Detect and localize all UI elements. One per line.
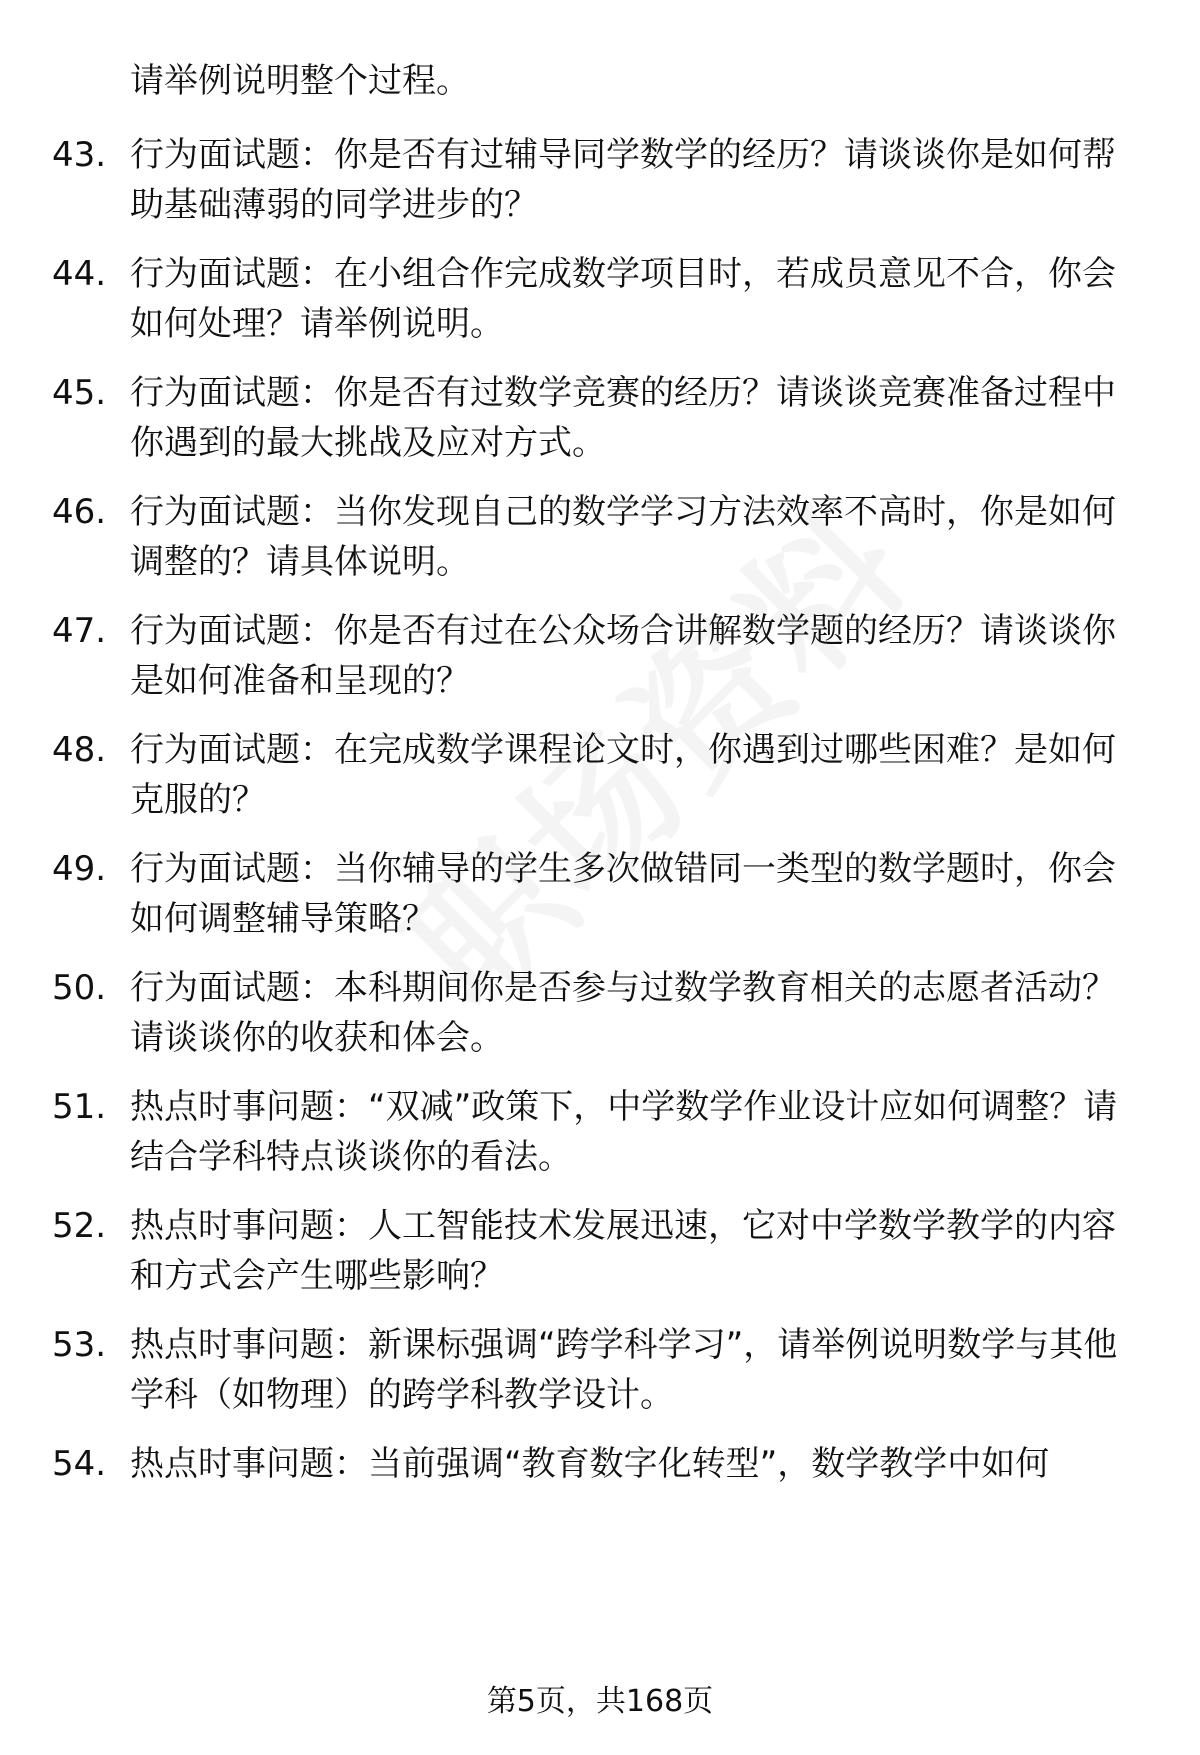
question-text: 行为面试题：当你辅导的学生多次做错同一类型的数学题时，你会如何调整辅导策略？ — [130, 849, 1116, 939]
question-text: 行为面试题：你是否有过在公众场合讲解数学题的经历？请谈谈你是如何准备和呈现的？ — [130, 611, 1116, 701]
question-47 — [52, 606, 1142, 706]
question-43 — [52, 130, 1142, 230]
question-text: 热点时事问题：新课标强调“跨学科学习”，请举例说明数学与其他学科（如物理）的跨学科教学设计。 — [130, 1325, 1118, 1415]
question-text: 行为面试题：在小组合作完成数学项目时，若成员意见不合，你会如何处理？请举例说明。 — [130, 254, 1116, 344]
question-text: 热点时事问题：当前强调“教育数字化转型”，数学教学中如何 — [130, 1444, 1050, 1484]
question-number: 48. — [52, 730, 107, 770]
question-number: 53. — [52, 1325, 107, 1365]
question-53 — [52, 1320, 1142, 1420]
question-text: 行为面试题：你是否有过辅导同学数学的经历？请谈谈你是如何帮助基础薄弱的同学进步的？ — [130, 135, 1116, 225]
question-number: 50. — [52, 968, 107, 1008]
question-text: 行为面试题：当你发现自己的数学学习方法效率不高时，你是如何调整的？请具体说明。 — [130, 492, 1116, 582]
question-44 — [52, 249, 1142, 349]
question-54 — [52, 1439, 1142, 1489]
question-52 — [52, 1201, 1142, 1301]
continuation-text: 请举例说明整个过程。 — [130, 61, 470, 101]
question-49 — [52, 844, 1142, 944]
question-46 — [52, 487, 1142, 587]
question-45 — [52, 368, 1142, 468]
page-footer: 第5页，共168页 — [486, 1684, 714, 1719]
question-text: 行为面试题：在完成数学课程论文时，你遇到过哪些困难？是如何克服的？ — [130, 730, 1116, 820]
question-number: 45. — [52, 373, 107, 413]
question-50 — [52, 963, 1142, 1063]
question-text: 行为面试题：你是否有过数学竞赛的经历？请谈谈竞赛准备过程中你遇到的最大挑战及应对方式。 — [130, 373, 1116, 463]
question-text: 热点时事问题：人工智能技术发展迅速，它对中学数学教学的内容和方式会产生哪些影响？ — [130, 1206, 1116, 1296]
question-number: 51. — [52, 1087, 107, 1127]
question-number: 52. — [52, 1206, 107, 1246]
question-number: 44. — [52, 254, 107, 294]
question-number: 49. — [52, 849, 107, 889]
question-number: 47. — [52, 611, 107, 651]
question-number: 43. — [52, 135, 107, 175]
question-number: 46. — [52, 492, 107, 532]
question-text: 热点时事问题：“双减”政策下，中学数学作业设计应如何调整？请结合学科特点谈谈你的看法。 — [130, 1087, 1118, 1177]
question-51 — [52, 1082, 1142, 1182]
question-number: 54. — [52, 1444, 107, 1484]
question-48 — [52, 725, 1142, 825]
question-text: 行为面试题：本科期间你是否参与过数学教育相关的志愿者活动？请谈谈你的收获和体会。 — [130, 968, 1116, 1058]
